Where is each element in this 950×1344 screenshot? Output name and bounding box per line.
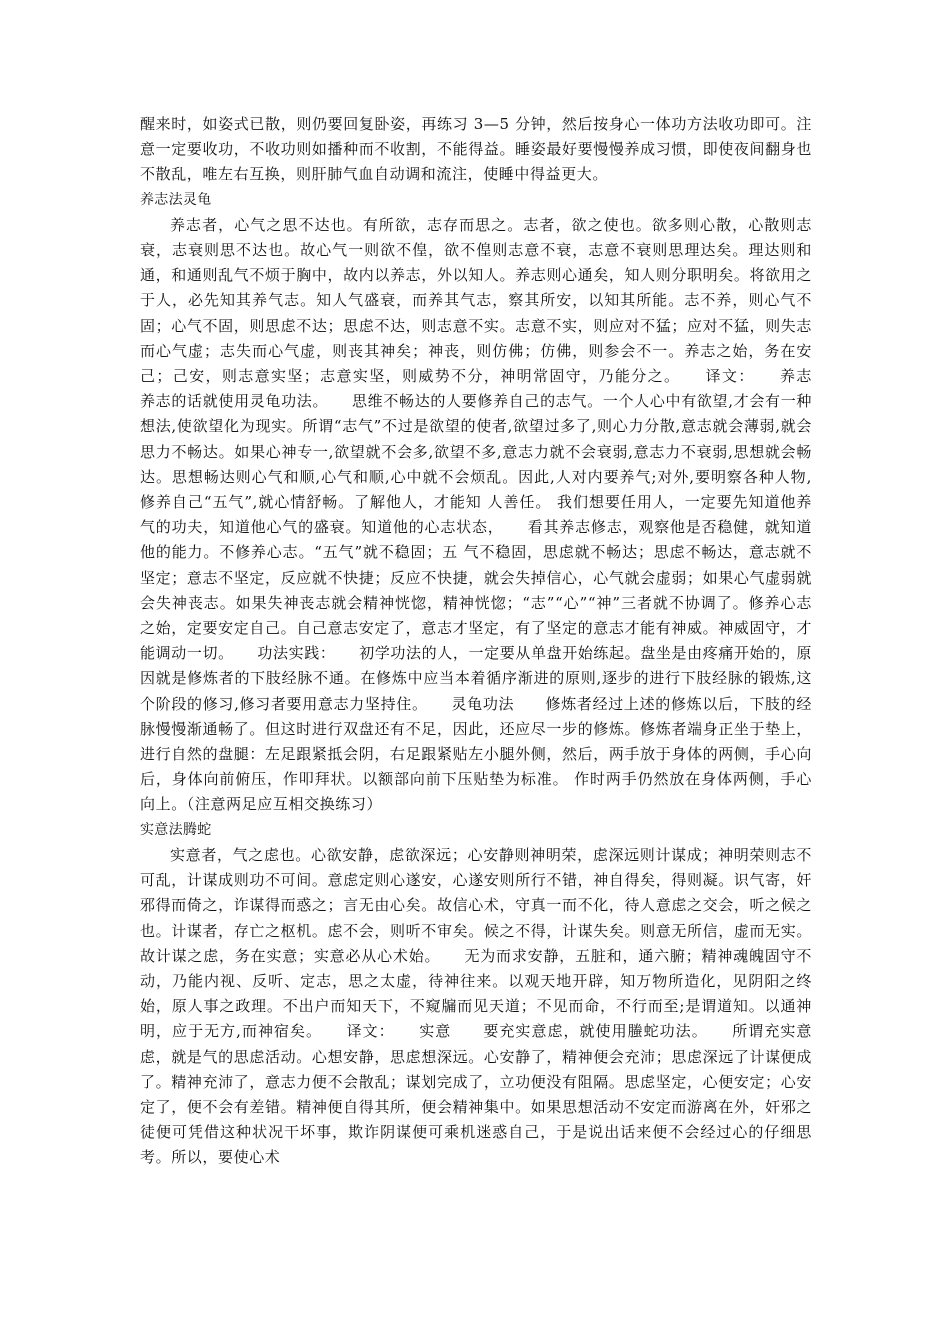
section-heading: 养志法灵龟 bbox=[140, 191, 212, 208]
body-paragraph: 养志者，心气之思不达也。有所欲，志存而思之。志者，欲之使也。欲多则心散，心散则志衰，志衰则思不达也。故心气一则欲不偟，欲不偟则志意不衰，志意不衰则思理达矣。理达则和通，和通则乱气不烦于胸中，故内以养志，外以知人。养志则心通矣，知人则分职明矣。将欲用之于人，必先知其养气志。知人气盛衰，而养其气志，察其所安，以知其所能。志不养，则心气不固；心气不固，则思虑不达；思虑不达，则志意不实。志意不实，则应对不猛；应对不猛，则失志而心气虚；志失而心气虚，则丧其神矣；神丧，则仿佛；仿佛，则参会不一。养志之始，务在安己；己安，则志意实坚；志意实坚，则威势不分，神明常固守，乃能分之。 译文： 养志 养志的话就使用灵龟功法。 思维不畅达的人要修养自己的志气。一个人心中有欲望,才会有一种想法,使欲望化为现实。所谓“志气”不过是欲望的使者,欲望过多了,则心力分散,意志就会薄弱,就会思力不畅达。如果心神专一,欲望就不会多,欲望不多,意志力就不会衰弱,意志力不衰弱,思想就会畅达。思想畅达则心气和顺,心气和顺,心中就不会烦乱。因此,人对内要养气;对外,要明察各种人物,修养自己“五气”,就心情舒畅。了解他人，才能知 人善任。 我们想要任用人，一定要先知道他养气的功夫，知道他心气的盛衰。知道他的心志状态， 看其养志修志，观察他是否稳健，就知道他的能力。不修养心志。“五气”就不稳固；五 气不稳固，思虑就不畅达；思虑不畅达，意志就不坚定；意志不坚定，反应就不快捷；反应不快捷，就会失掉信心，心气就会虚弱；如果心气虚弱就会失神丧志。如果失神丧志就会精神恍惚，精神恍惚；“志”“心”“神”三者就不协调了。修养心志之始，定要安定自己。自己意志安定了，意志才坚定，有了坚定的意志才能有神威。神威固守，才能调动一切。 功法实践： 初学功法的人，一定要从单盘开始练起。盘坐是由疼痛开始的，原因就是修炼者的下肢经脉不通。在修炼中应当本着循序渐进的原则,逐步的进行下肢经脉的锻炼,这个阶段的修习,修习者要用意志力坚持住。 灵龟功法 修炼者经过上述的修炼以后，下肢的经脉慢慢渐通畅了。但这时进行双盘还有不足，因此，还应尽一步的修炼。修炼者端身正坐于垫上，进行自然的盘腿：左足跟紧抵会阴，右足跟紧贴左小腿外侧，然后，两手放于身体的两侧，手心向后，身体向前俯压，作叩拜状。以额部向前下压贴垫为标准。 作时两手仍然放在身体两侧，手心向上。（注意两足应互相交换练习） bbox=[140, 215, 844, 814]
body-paragraph: 醒来时，如姿式已散，则仍要回复卧姿，再练习 3—5 分钟，然后按身心一体功方法收功即可。注意一定要收功，不收功则如播种而不收割，不能得益。睡姿最好要慢慢养成习惯，即使夜间翻身也不散乱，唯左右互换，则肝肺气血自动调和流注，使睡中得益更大。 bbox=[140, 115, 812, 184]
body-paragraph: 实意者，气之虑也。心欲安静，虑欲深远；心安静则神明荣，虑深远则计谋成；神明荣则志不可乱，计谋成则功不可间。意虑定则心遂安，心遂安则所行不错，神自得矣，得则凝。识气寄，奸邪得而倚之，诈谋得而惑之；言无由心矣。故信心术，守真一而不化，待人意虑之交会，听之候之也。计谋者，存亡之枢机。虑不会，则听不审矣。候之不得，计谋失矣。则意无所信，虚而无实。故计谋之虑，务在实意；实意必从心术始。 无为而求安静，五脏和，通六腑；精神魂魄固守不动，乃能内视、反听、定志，思之太虚，待神往来。以观天地开辟，知万物所造化，见阴阳之终始，原人事之政理。不出户而知天下，不窥牖而见天道；不见而命，不行而至;是谓道知。以通神明，应于无方,而神宿矣。 译文： 实意 要充实意虑，就使用螣蛇功法。 所谓充实意虑，就是气的思虑活动。心想安静，思虑想深远。心安静了，精神便会充沛；思虑深远了计谋便成了。精神充沛了，意志力便不会散乱；谋划完成了，立功便没有阻隔。思虑坚定，心便安定；心安定了，便不会有差错。精神便自得其所，便会精神集中。如果思想活动不安定而游离在外，奸邪之徒便可凭借这种状况干坏事，欺诈阴谋便可乘机迷惑自己，于是说出话来便不会经过心的仔细思考。所以，要使心术 bbox=[140, 845, 812, 1167]
section-heading: 实意法腾蛇 bbox=[140, 821, 212, 838]
document-page bbox=[140, 112, 844, 1171]
